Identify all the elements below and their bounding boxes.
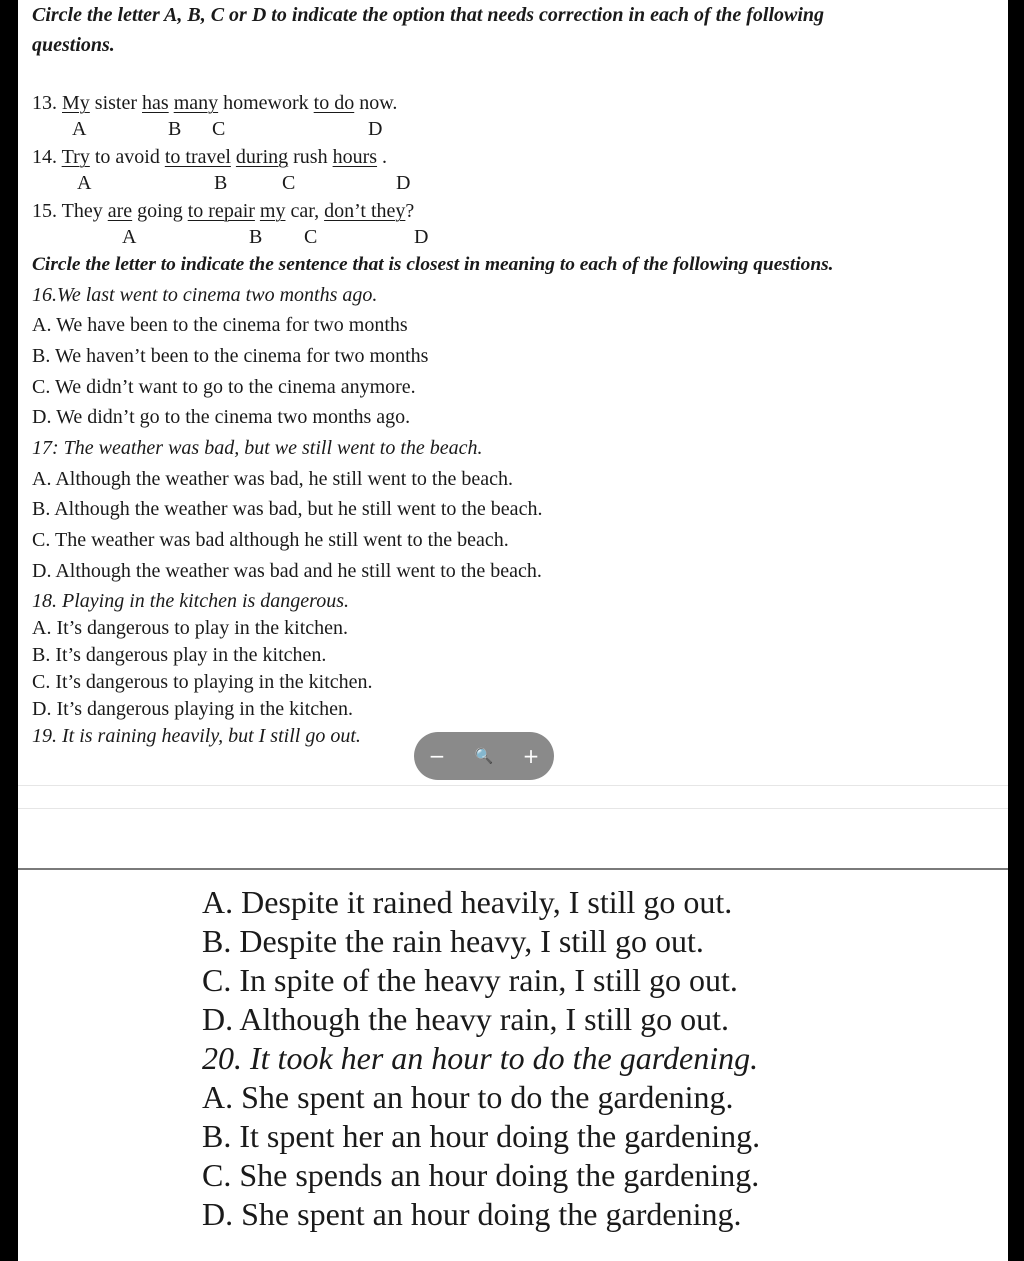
q15-option-b: to repair xyxy=(187,200,255,222)
q14-option-b: to travel xyxy=(164,146,231,168)
q16-option-c: C. We didn’t want to go to the cinema anymore. xyxy=(32,376,416,398)
zoom-control xyxy=(414,732,554,780)
divider xyxy=(18,808,1008,809)
q13-option-b: has xyxy=(142,92,169,114)
instruction-line-2: questions. xyxy=(32,34,115,56)
q18-option-a: A. It’s dangerous to play in the kitchen. xyxy=(32,617,349,639)
q13-option-c: many xyxy=(173,92,219,114)
q14-label-b: B xyxy=(214,172,228,194)
q13-option-a: My xyxy=(62,92,90,114)
q14-option-c: during xyxy=(235,146,289,168)
q18-option-c: C. It’s dangerous to playing in the kitchen. xyxy=(32,671,373,693)
page-break xyxy=(18,868,1008,870)
q15-option-c: my xyxy=(259,200,286,222)
question-18-stem: 18. Playing in the kitchen is dangerous. xyxy=(32,590,349,612)
question-14: 14. Try to avoid to travel during rush hours . xyxy=(32,146,388,168)
q13-label-d: D xyxy=(368,118,383,140)
search-icon[interactable]: 🔍 xyxy=(474,747,494,765)
q15-label-d: D xyxy=(414,226,429,248)
q18-option-b: B. It’s dangerous play in the kitchen. xyxy=(32,644,327,666)
question-15: 15. They are going to repair my car, don’t they? xyxy=(32,200,415,222)
q18-option-d: D. It’s dangerous playing in the kitchen. xyxy=(32,698,354,720)
q19-option-d: D. Although the heavy rain, I still go out. xyxy=(202,1001,730,1037)
q13-label-b: B xyxy=(168,118,182,140)
q14-label-a: A xyxy=(77,172,92,194)
zoom-out-button[interactable]: − xyxy=(428,744,446,768)
question-13: 13. My sister has many homework to do now. xyxy=(32,92,398,114)
divider xyxy=(18,785,1008,786)
q17-option-d: D. Although the weather was bad and he still went to the beach. xyxy=(32,560,542,582)
q13-label-a: A xyxy=(72,118,87,140)
q15-option-d: don’t they xyxy=(324,200,406,222)
q15-option-a: are xyxy=(107,200,133,222)
q20-option-a: A. She spent an hour to do the gardening. xyxy=(202,1079,734,1115)
q13-option-d: to do xyxy=(313,92,355,114)
zoom-in-button[interactable]: + xyxy=(522,744,540,768)
q19-option-b: B. Despite the rain heavy, I still go out. xyxy=(202,923,704,959)
q16-option-b: B. We haven’t been to the cinema for two months xyxy=(32,345,429,367)
question-20-stem: 20. It took her an hour to do the gardening. xyxy=(202,1040,759,1076)
q14-option-d: hours xyxy=(332,146,378,168)
q17-option-c: C. The weather was bad although he still went to the beach. xyxy=(32,529,509,551)
q17-option-b: B. Although the weather was bad, but he still went to the beach. xyxy=(32,498,543,520)
q17-option-a: A. Although the weather was bad, he still went to the beach. xyxy=(32,468,513,490)
q20-option-b: B. It spent her an hour doing the gardening. xyxy=(202,1118,761,1154)
q15-label-b: B xyxy=(249,226,263,248)
q14-option-a: Try xyxy=(61,146,90,168)
q16-option-a: A. We have been to the cinema for two months xyxy=(32,314,408,336)
q13-label-c: C xyxy=(212,118,226,140)
q20-option-c: C. She spends an hour doing the gardening. xyxy=(202,1157,760,1193)
q16-option-d: D. We didn’t go to the cinema two months ago. xyxy=(32,406,411,428)
q19-option-a: A. Despite it rained heavily, I still go out. xyxy=(202,884,733,920)
q19-option-c: C. In spite of the heavy rain, I still go out. xyxy=(202,962,738,998)
q15-label-a: A xyxy=(122,226,137,248)
question-19-stem: 19. It is raining heavily, but I still go out. xyxy=(32,725,361,747)
question-16-stem: 16.We last went to cinema two months ago. xyxy=(32,284,378,306)
q14-label-d: D xyxy=(396,172,411,194)
instruction-line-1: Circle the letter A, B, C or D to indicate the option that needs correction in each of the following xyxy=(32,4,825,26)
q15-label-c: C xyxy=(304,226,318,248)
question-17-stem: 17: The weather was bad, but we still went to the beach. xyxy=(32,437,483,459)
q20-option-d: D. She spent an hour doing the gardening. xyxy=(202,1196,742,1232)
instruction-section-2: Circle the letter to indicate the sentence that is closest in meaning to each of the following questions. xyxy=(32,254,834,275)
q14-label-c: C xyxy=(282,172,296,194)
